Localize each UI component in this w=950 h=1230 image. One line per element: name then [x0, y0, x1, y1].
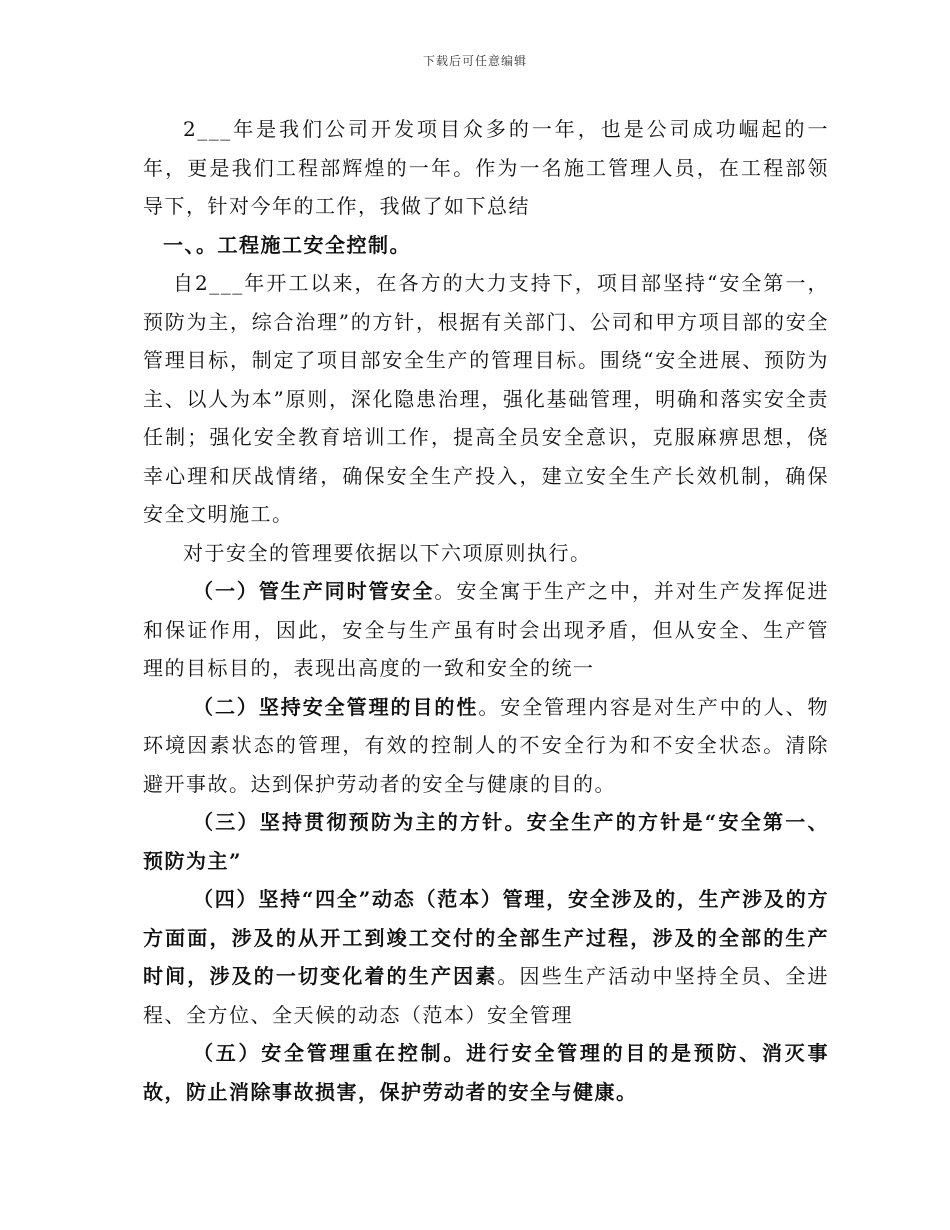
principle-paragraph	[143, 1034, 829, 1111]
principle-heading: （五）安全管理重在控制。进行安全管理的目的是预防、消灭事故，防止消除事故损害，保护劳动者的安全与健康。	[143, 1041, 829, 1104]
principle-paragraph	[143, 880, 829, 1034]
principle-heading: （三）坚持贯彻预防为主的方针。安全生产的方针是“安全第一、预防为主”	[143, 810, 829, 873]
intro-paragraph: 2___年是我们公司开发项目众多的一年，也是公司成功崛起的一年，更是我们工程部辉煌的一年。作为一名施工管理人员，在工程部领导下，针对今年的工作，我做了如下总结	[143, 117, 829, 218]
principle-paragraph	[143, 803, 829, 880]
document-body	[143, 110, 829, 1111]
principle-paragraph	[143, 688, 829, 804]
page-header: 下载后可任意编辑	[422, 54, 527, 68]
principle-text: 。安全管理内容是对生产中的人、物环境因素状态的管理，有效的控制人的不安全行为和不安全状态。清除避开事故。达到保护劳动者的安全与健康的目的。	[143, 694, 830, 796]
principle-heading: （四）坚持“四全”动态（范本）管理，安全涉及的，生产涉及的方方面面，涉及的从开工到竣工交付的全部生产过程，涉及的全部的生产时间，涉及的一切变化着的生产因素	[143, 887, 829, 988]
principle-text: 。因些生产活动中坚持全员、全进程、全方位、全天候的动态（范本）安全管理	[143, 964, 830, 1027]
principle-paragraph	[143, 572, 829, 688]
section-paragraph: 对于安全的管理要依据以下六项原则执行。	[183, 540, 592, 565]
principle-heading: （二）坚持安全管理的目的性	[193, 694, 479, 719]
section-heading: 一、。工程施工安全控制。	[163, 232, 411, 257]
section-paragraph: 自2___年开工以来，在各方的大力支持下，项目部坚持“安全第一，预防为主，综合治理”的方针，根据有关部门、公司和甲方项目部的安全管理目标，制定了项目部安全生产的管理目标。围绕“安全进展、预防为主、以人为本”原则，深化隐患治理，强化基础管理，明确和落实安全责任制；强化安全教育培训工作，提高全员安全意识，克服麻痹思想，侥幸心理和厌战情绪，确保安全生产投入，建立安全生产长效机制，确保安全文明施工。	[143, 271, 829, 526]
principle-text: 。安全寓于生产之中，并对生产发挥促进和保证作用，因此，安全与生产虽有时会出现矛盾，但从安全、生产管理的目标目的，表现出高度的一致和安全的统一	[143, 579, 830, 680]
principle-heading: （一）管生产同时管安全	[193, 579, 435, 603]
